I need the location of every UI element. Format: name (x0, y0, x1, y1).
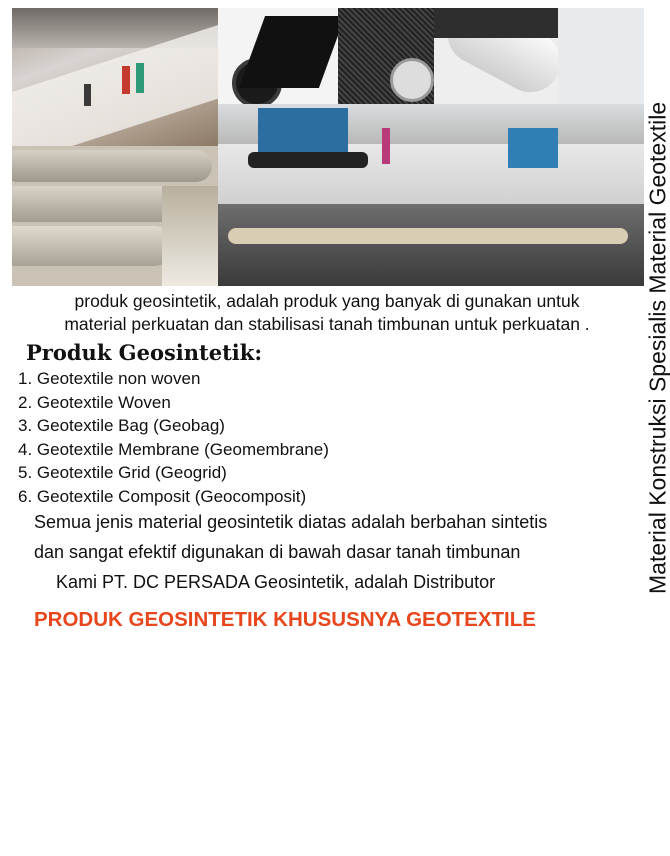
list-item: 5. Geotextile Grid (Geogrid) (18, 463, 227, 482)
intro-line: produk geosintetik, adalah produk yang banyak di gunakan untuk (74, 291, 580, 311)
product-list (18, 367, 329, 508)
sky-strip (558, 8, 644, 104)
side-title: Material Konstruksi Spesialis Material Geotextile (644, 101, 670, 595)
woven-roll-photo (338, 8, 434, 104)
list-item: 3. Geotextile Bag (Geobag) (18, 416, 225, 435)
body-line: Kami PT. DC PERSADA Geosintetik, adalah Distributor (56, 572, 496, 592)
intro-line: material perkuatan dan stabilisasi tanah timbunan untuk perkuatan . (64, 314, 590, 334)
list-item: 2. Geotextile Woven (18, 392, 171, 412)
white-geotextile-roll-photo (434, 8, 558, 104)
geobag-photo (12, 146, 218, 286)
products-heading: Produk Geosintetik: (26, 340, 263, 365)
list-item: 1. Geotextile non woven (18, 369, 201, 388)
photo-collage (12, 8, 644, 286)
footer-tagline: PRODUK GEOSINTETIK KHUSUSNYA GEOTEXTILE (34, 608, 536, 631)
list-item: 4. Geotextile Membrane (Geomembrane) (18, 439, 329, 459)
slope-workers-photo (12, 8, 218, 146)
construction-site-photo (218, 104, 644, 286)
intro-text (22, 290, 632, 336)
black-rolls-photo (218, 8, 338, 104)
list-item: 6. Geotextile Composit (Geocomposit) (18, 486, 307, 506)
body-line: dan sangat efektif digunakan di bawah dasar tanah timbunan (34, 542, 521, 562)
body-line: Semua jenis material geosintetik diatas adalah berbahan sintetis (34, 512, 548, 532)
